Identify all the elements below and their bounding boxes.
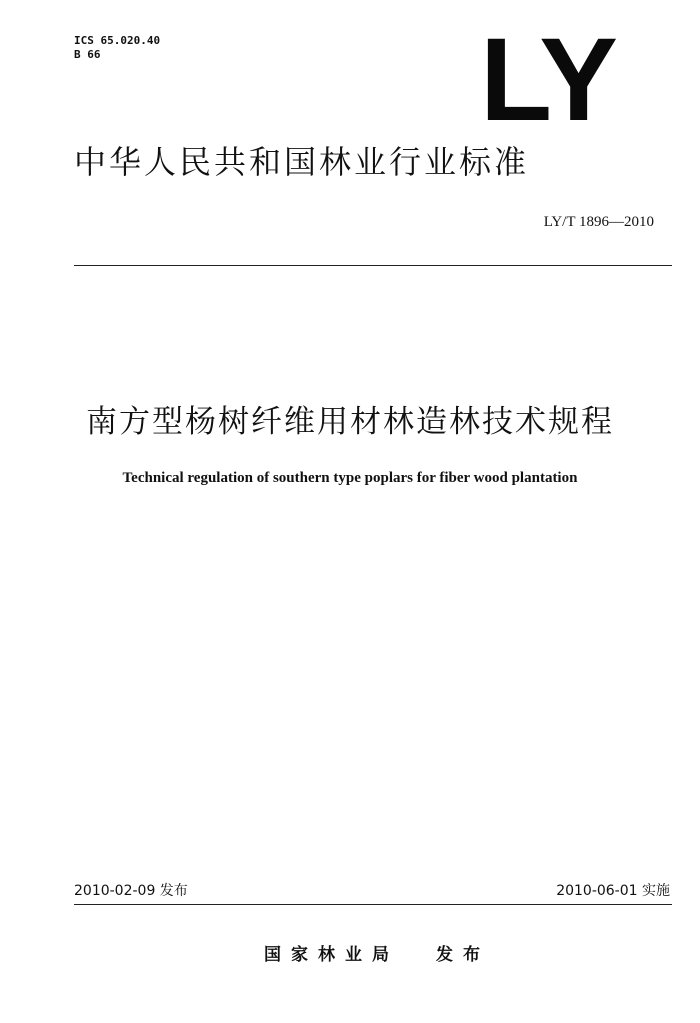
top-divider (74, 265, 672, 266)
standard-number: LY/T 1896—2010 (543, 214, 654, 230)
implementation-date: 2010-06-01 实施 (556, 883, 670, 899)
industry-standard-title: 中华人民共和国林业行业标准 (74, 143, 530, 181)
publish-label: 发布 (436, 945, 490, 965)
document-title-chinese: 南方型杨树纤维用材林造林技术规程 (86, 404, 614, 440)
ly-logo: LY (480, 14, 616, 146)
classification-codes (74, 34, 160, 62)
bottom-divider (74, 904, 672, 905)
issue-date: 2010-02-09 发布 (74, 883, 188, 899)
publisher-name: 国家林业局 (264, 945, 399, 965)
ics-code: ICS 65.020.40 (74, 34, 161, 47)
ccs-code: B 66 (74, 48, 101, 61)
document-title-english: Technical regulation of southern type poplars for fiber wood plantation (122, 470, 578, 486)
